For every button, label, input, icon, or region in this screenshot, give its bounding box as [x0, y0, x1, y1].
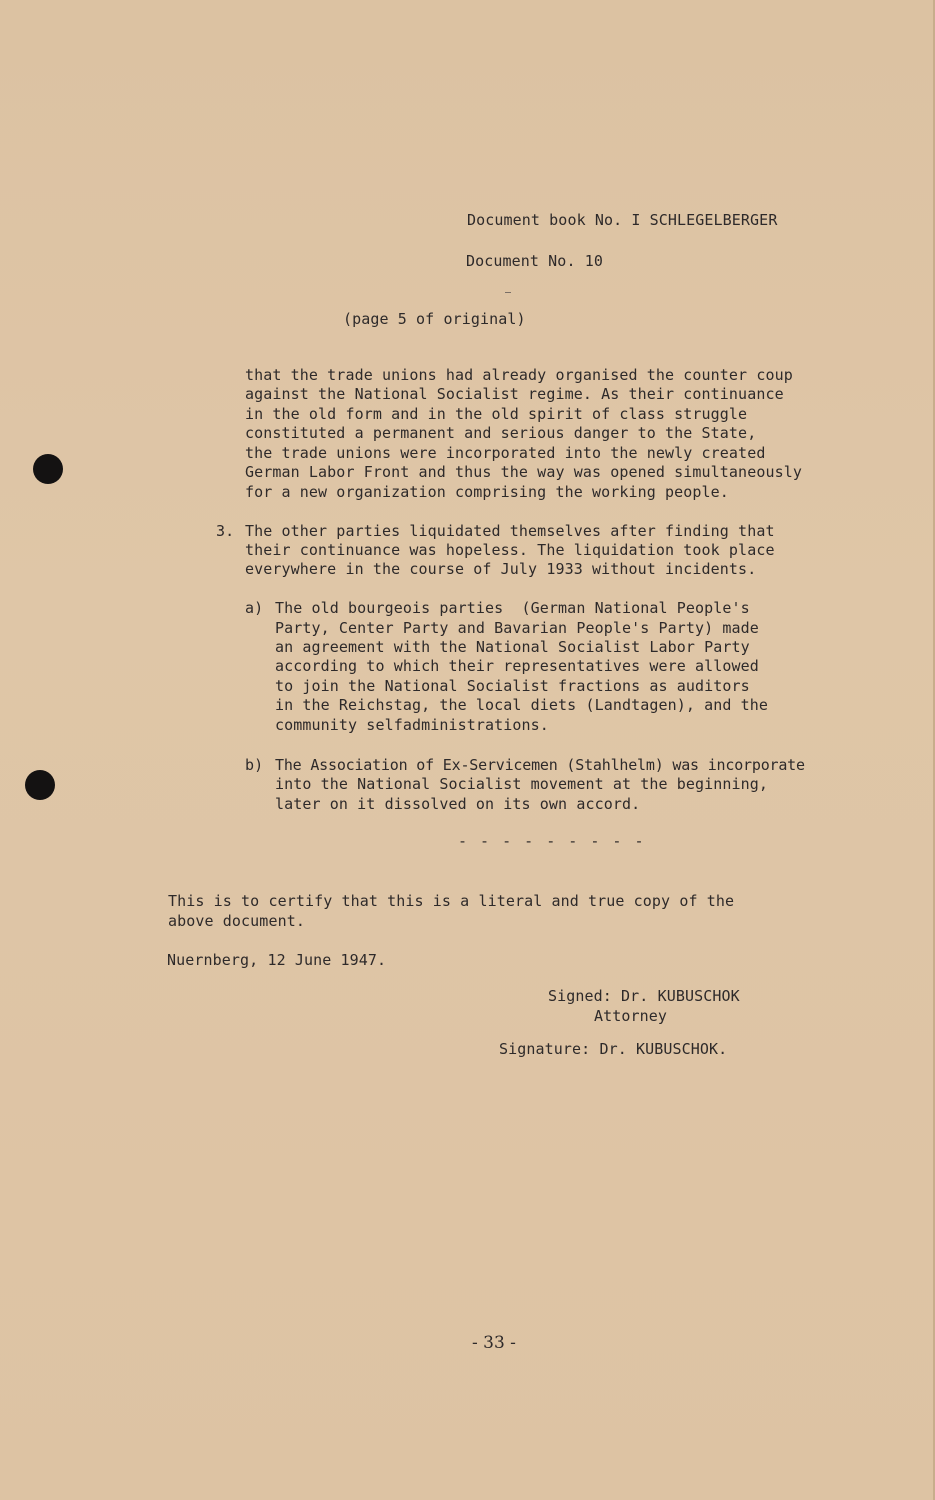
text-line: into the National Socialist movement at the beginning, [275, 775, 769, 793]
text-line: constituted a permanent and serious danger to the State, [245, 424, 757, 442]
punch-hole-upper [33, 454, 63, 484]
text-line: according to which their representatives were allowed [275, 657, 759, 675]
text-line: community selfadministrations. [275, 716, 549, 734]
text-line: later on it dissolved on its own accord. [275, 795, 641, 813]
text-line: their continuance was hopeless. The liquidation took place [245, 541, 775, 559]
text-line: against the National Socialist regime. As their continuance [245, 385, 784, 403]
text-line: The other parties liquidated themselves after finding that [245, 522, 775, 540]
text-line: above document. [168, 912, 305, 930]
place-date: Nuernberg, 12 June 1947. [167, 951, 387, 969]
point-3-marker: 3. [216, 522, 235, 540]
page-of-original: (page 5 of original) [343, 310, 526, 328]
text-line: everywhere in the course of July 1933 without incidents. [245, 560, 757, 578]
text-line: to join the National Socialist fractions as auditors [275, 677, 750, 695]
document-number-line: Document No. 10 [466, 252, 603, 270]
page-number: - 33 - [472, 1333, 516, 1353]
text-line: for a new organization comprising the working people. [245, 483, 729, 501]
point-a-marker: a) [245, 599, 264, 617]
text-line: This is to certify that this is a literal and true copy of the [168, 892, 735, 910]
attorney-title: Attorney [594, 1007, 668, 1025]
point-b-marker: b) [245, 756, 264, 774]
text-line: in the Reichstag, the local diets (Landtagen), and the [275, 696, 769, 714]
signed-line: Signed: Dr. KUBUSCHOK [548, 987, 740, 1005]
document-book-line: Document book No. I SCHLEGELBERGER [467, 211, 778, 229]
signature-line: Signature: Dr. KUBUSCHOK. [499, 1040, 728, 1058]
header-mark [505, 292, 511, 293]
text-line: that the trade unions had already organised the counter coup [245, 366, 793, 384]
text-line: the trade unions were incorporated into the newly created [245, 444, 766, 462]
separator-dashes: - - - - - - - - - [458, 832, 646, 850]
text-line: Party, Center Party and Bavarian People's Party) made [275, 619, 759, 637]
text-line: in the old form and in the old spirit of class struggle [245, 405, 748, 423]
punch-hole-lower [25, 770, 55, 800]
text-line: The Association of Ex-Servicemen (Stahlhelm) was incorporate [275, 756, 805, 774]
text-line: The old bourgeois parties (German National People's [275, 599, 750, 617]
text-line: German Labor Front and thus the way was opened simultaneously [245, 463, 802, 481]
text-line: an agreement with the National Socialist Labor Party [275, 638, 750, 656]
